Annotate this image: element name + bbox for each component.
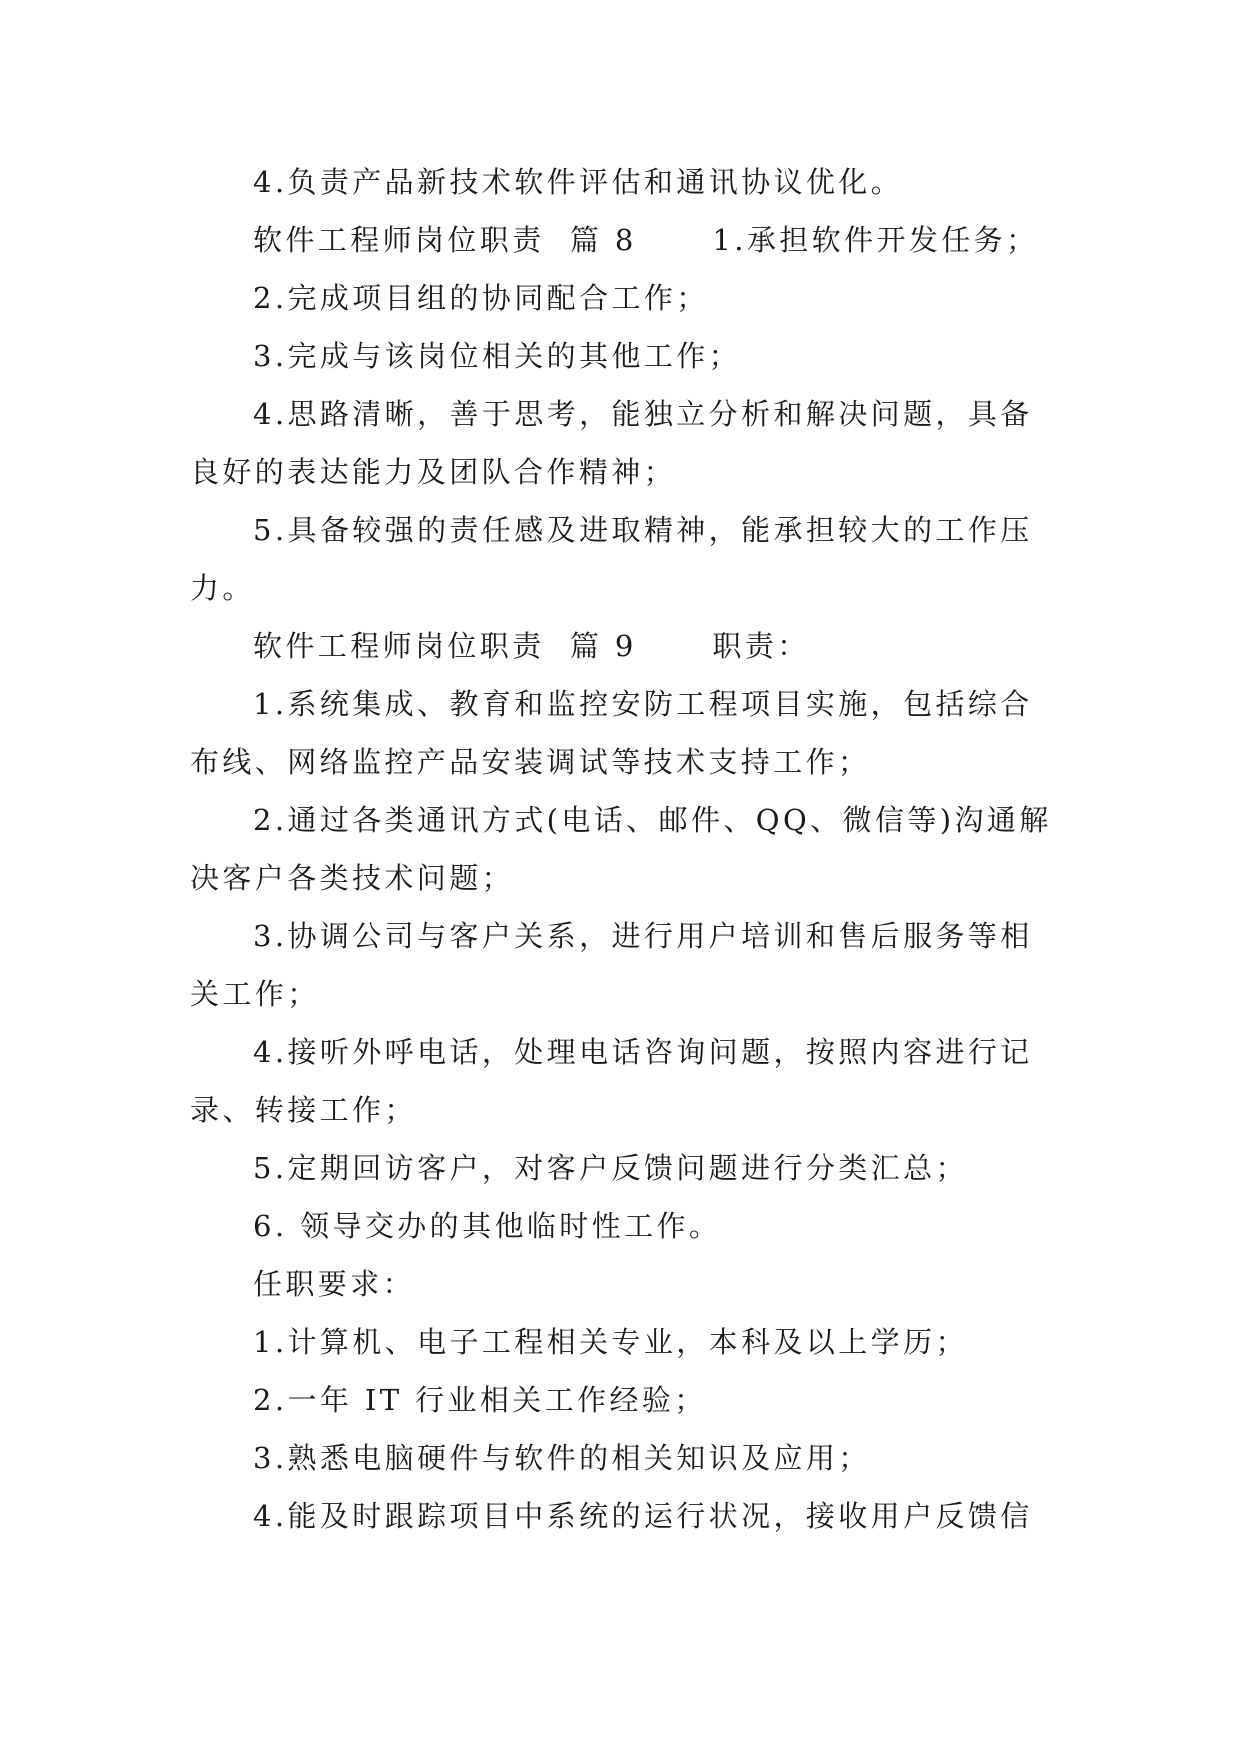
paragraph-section-8-item-5: 5.具备较强的责任感及进取精神，能承担较大的工作压力。 <box>190 513 1033 605</box>
paragraph-section-8-item-2: 2.完成项目组的协同配合工作； <box>253 281 709 315</box>
paragraph-duty-4-tech-evaluation: 4.负责产品新技术软件评估和通讯协议优化。 <box>253 165 904 199</box>
paragraph-requirements-heading: 任职要求： <box>253 1267 416 1301</box>
paragraph-section-8-item-4: 4.思路清晰，善于思考，能独立分析和解决问题，具备良好的表达能力及团队合作精神； <box>190 397 1033 489</box>
paragraph-section-9-duty-6: 6. 领导交办的其他临时性工作。 <box>253 1209 722 1243</box>
paragraph-section-9-duty-3: 3.协调公司与客户关系，进行用户培训和售后服务等相关工作； <box>190 919 1033 1011</box>
paragraph-requirement-2: 2.一年 IT 行业相关工作经验； <box>253 1383 707 1417</box>
paragraph-requirement-4: 4.能及时跟踪项目中系统的运行状况，接收用户反馈信 <box>253 1499 1033 1533</box>
paragraph-section-9-duty-4: 4.接听外呼电话，处理电话咨询问题，按照内容进行记录、转接工作； <box>190 1035 1033 1127</box>
document-body <box>190 153 1060 1545</box>
paragraph-section-9-heading: 软件工程师岗位职责 篇 9 职责： <box>253 629 810 663</box>
paragraph-section-9-duty-2: 2.通过各类通讯方式(电话、邮件、QQ、微信等)沟通解决客户各类技术问题； <box>190 803 1052 895</box>
paragraph-section-9-duty-5: 5.定期回访客户，对客户反馈问题进行分类汇总； <box>253 1151 968 1185</box>
paragraph-section-9-duty-1: 1.系统集成、教育和监控安防工程项目实施，包括综合布线、网络监控产品安装调试等技术支持工作； <box>190 687 1033 779</box>
paragraph-requirement-1: 1.计算机、电子工程相关专业，本科及以上学历； <box>253 1325 968 1359</box>
paragraph-section-8-item-3: 3.完成与该岗位相关的其他工作； <box>253 339 742 373</box>
paragraph-requirement-3: 3.熟悉电脑硬件与软件的相关知识及应用； <box>253 1441 871 1475</box>
paragraph-section-8-heading: 软件工程师岗位职责 篇 8 1.承担软件开发任务； <box>253 223 1039 257</box>
